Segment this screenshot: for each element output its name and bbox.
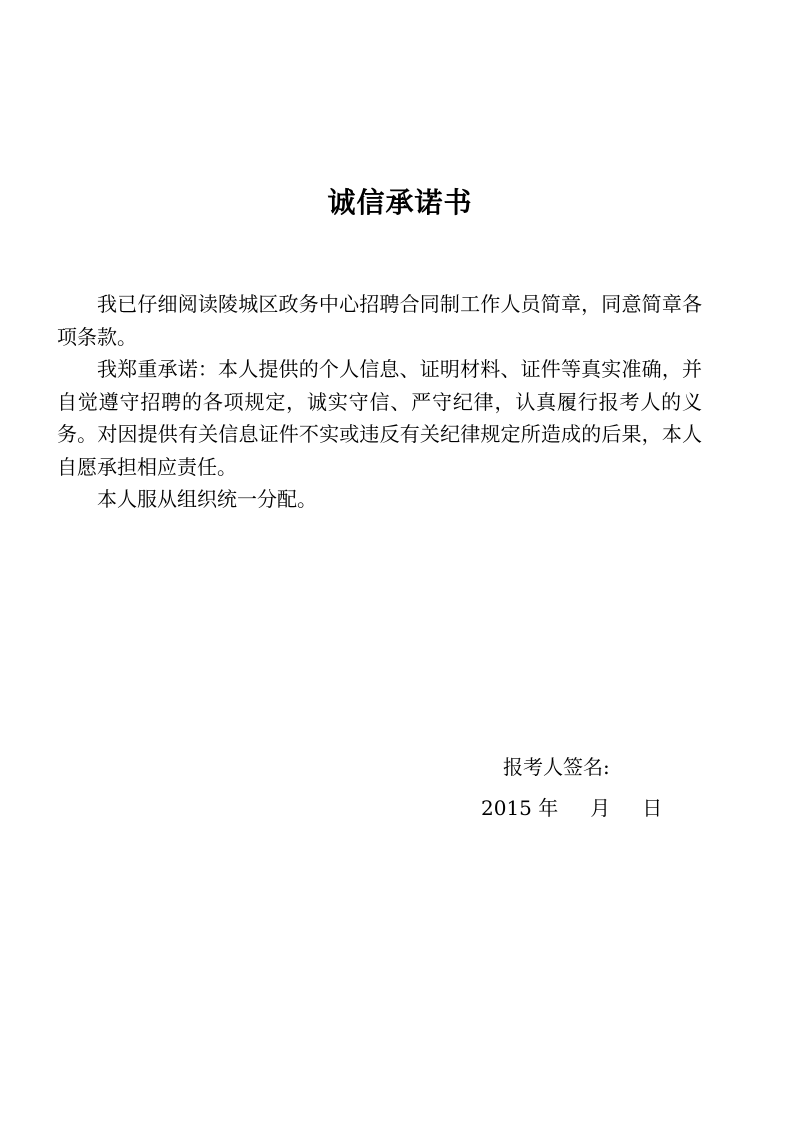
document-body [57,288,702,516]
date-day: 日 [642,796,663,820]
paragraph-reading-statement: 我已仔细阅读陵城区政务中心招聘合同制工作人员简章，同意简章各项条款。 [57,292,702,349]
date-line [481,793,662,823]
signature-label: 报考人签名: [503,755,610,779]
document-title: 诚信承诺书 [327,186,473,219]
paragraph-assignment: 本人服从组织统一分配。 [97,487,317,511]
date-month: 月 [590,796,611,820]
date-year: 2015 年 [481,796,559,820]
paragraph-commitment: 我郑重承诺：本人提供的个人信息、证明材料、证件等真实准确，并自觉遵守招聘的各项规定，诚实守信、严守纪律，认真履行报考人的义务。对因提供有关信息证件不实或违反有关纪律规定所造成的后果，本人自愿承担相应责任。 [57,357,702,479]
